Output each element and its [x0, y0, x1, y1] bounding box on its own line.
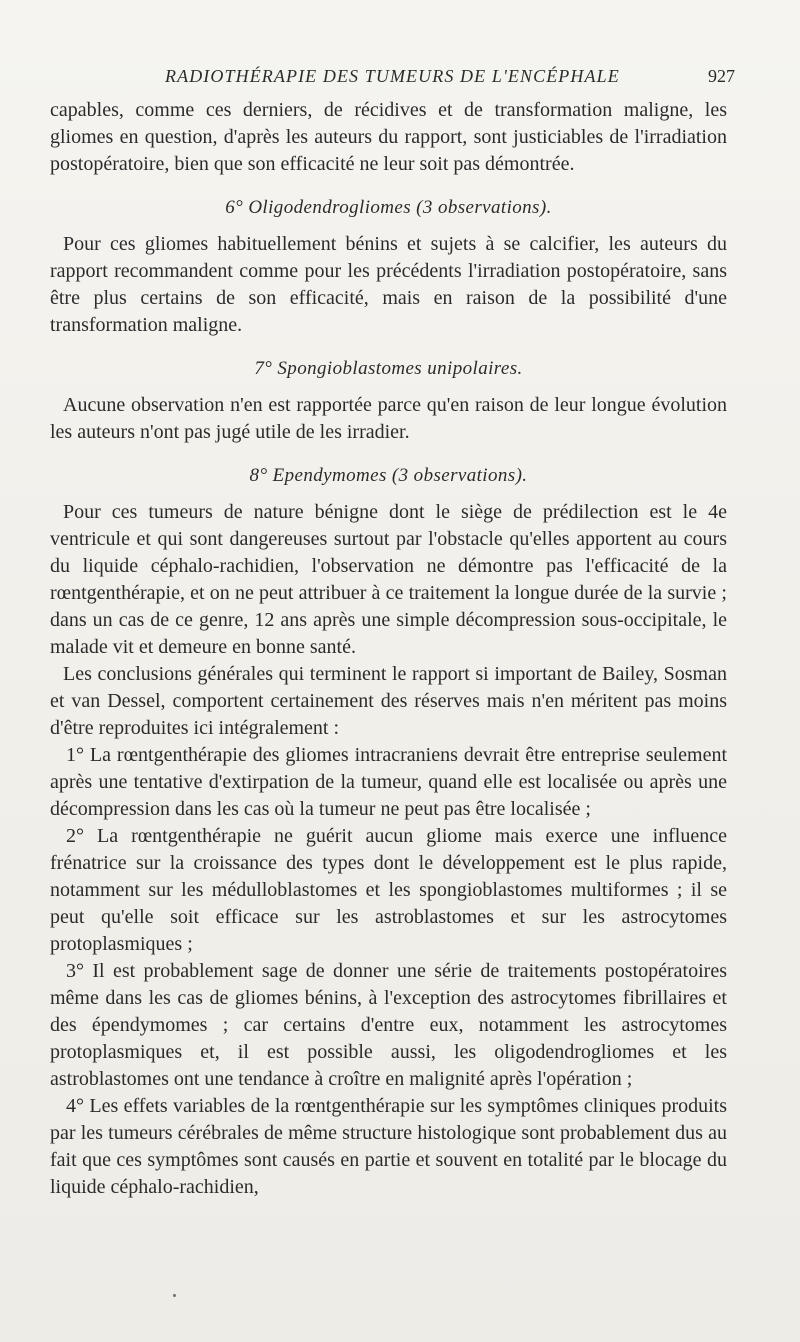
- running-title: RADIOTHÉRAPIE DES TUMEURS DE L'ENCÉPHALE: [165, 66, 620, 86]
- conclusion-item-3: 3° Il est probablement sage de donner une série de traitements postopératoires même dans les cas de gliomes bénins, à l'exception des astrocytomes fibrillaires et des épendymomes ; car certains d'entre eux, notamment les astrocytomes protoplasmiques et, il est possible aussi, les oligodendrogliomes et les astroblastomes ont une tendance à croître en malignité après l'opération ;: [50, 960, 727, 1090]
- print-speck: [173, 1294, 176, 1297]
- page-number: 927: [708, 66, 735, 86]
- conclusion-item-4: 4° Les effets variables de la rœntgenthérapie sur les symptômes cliniques produits par les tumeurs cérébrales de même structure histologique sont probablement dus au fait que ces symptômes sont causés en partie et souvent en totalité par le blocage du liquide céphalo-rachidien,: [50, 1095, 727, 1198]
- running-header: [60, 62, 735, 90]
- paragraph-conclusions-intro: Les conclusions générales qui terminent le rapport si important de Bailey, Sosman et van Dessel, comportent certainement des réserves mais n'en méritent pas moins d'être reproduites ici intégralement :: [50, 663, 727, 739]
- paragraph-ependymomes: Pour ces tumeurs de nature bénigne dont le siège de prédilection est le 4e ventricule et qui sont dangereuses surtout par l'obstacle qu'elles apportent au cours du liquide céphalo-rachidien, l'observation ne démontre pas l'efficacité de la rœntgenthérapie, et on ne peut attribuer à ce traitement la longue durée de la survie ; dans un cas de ce genre, 12 ans après une simple décompression sous-occipitale, le malade vit et demeure en bonne santé.: [50, 501, 727, 658]
- section-heading-ependymomes: 8° Ependymomes (3 observations).: [249, 465, 528, 486]
- section-heading-oligodendrogliomes: 6° Oligodendrogliomes (3 observations).: [225, 197, 552, 218]
- paragraph-spongioblastomes: Aucune observation n'en est rapportée parce qu'en raison de leur longue évolution les auteurs n'ont pas jugé utile de les irradier.: [50, 394, 727, 443]
- conclusion-item-1: 1° La rœntgenthérapie des gliomes intracraniens devrait être entreprise seulement après une tentative d'extirpation de la tumeur, quand elle est localisée ou après une décompression dans les cas où la tumeur ne peut pas être localisée ;: [50, 744, 727, 820]
- paragraph-oligodendrogliomes: Pour ces gliomes habituellement bénins et sujets à se calcifier, les auteurs du rapport recommandent comme pour les précédents l'irradiation postopératoire, sans être plus certains de son efficacité, mais en raison de la possibilité d'une transformation maligne.: [50, 233, 727, 336]
- section-heading-spongioblastomes: 7° Spongioblastomes unipolaires.: [254, 358, 523, 379]
- paragraph-continuation: capables, comme ces derniers, de récidives et de transformation maligne, les gliomes en question, d'après les auteurs du rapport, sont justiciables de l'irradiation postopératoire, bien que son efficacité ne leur soit pas démontrée.: [50, 99, 727, 175]
- article-body: [50, 97, 727, 1201]
- conclusion-item-2: 2° La rœntgenthérapie ne guérit aucun gliome mais exerce une influence frénatrice sur la croissance des types dont le développement est le plus rapide, notamment sur les médulloblastomes et les spongioblastomes multiformes ; il se peut qu'elle soit efficace sur les astroblastomes et sur les astrocytomes protoplasmiques ;: [50, 825, 727, 955]
